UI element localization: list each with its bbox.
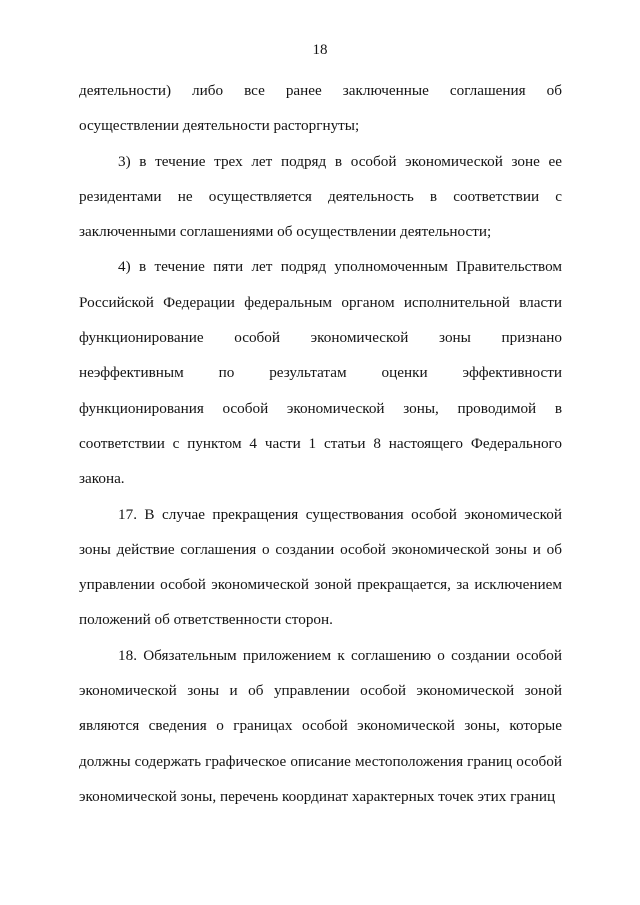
document-body [79,73,562,814]
paragraph-item-3: 3) в течение трех лет подряд в особой экономической зоне ее резидентами не осуществляется деятельность в соответствии с заключенными соглашениями об осуществлении деятельности; [79,152,562,241]
paragraph-clause-18: 18. Обязательным приложением к соглашению о создании особой экономической зоны и об управлении особой экономической зоной являются сведения о границах особой экономической зоны, которые должны содержать графическое описание местоположения границ особой экономической зоны, перечень координат характерных точек этих границ [79,646,562,805]
paragraph-continuation: деятельности) либо все ранее заключенные соглашения об осуществлении деятельности расторгнуты; [79,82,562,135]
paragraph-clause-17: 17. В случае прекращения существования особой экономической зоны действие соглашения о создании особой экономической зоны и об управлении особой экономической зоной прекращается, за исключением положений об ответственности сторон. [79,505,562,629]
paragraph-item-4: 4) в течение пяти лет подряд уполномоченным Правительством Российской Федерации федеральным органом исполнительной власти функционирование особой экономической зоны признано неэффективным по результатам оценки эффективности функционирования особой экономической зоны, проводимой в соответствии с пунктом 4 части 1 статьи 8 настоящего Федерального закона. [79,258,562,488]
page-number: 18 [312,42,328,58]
